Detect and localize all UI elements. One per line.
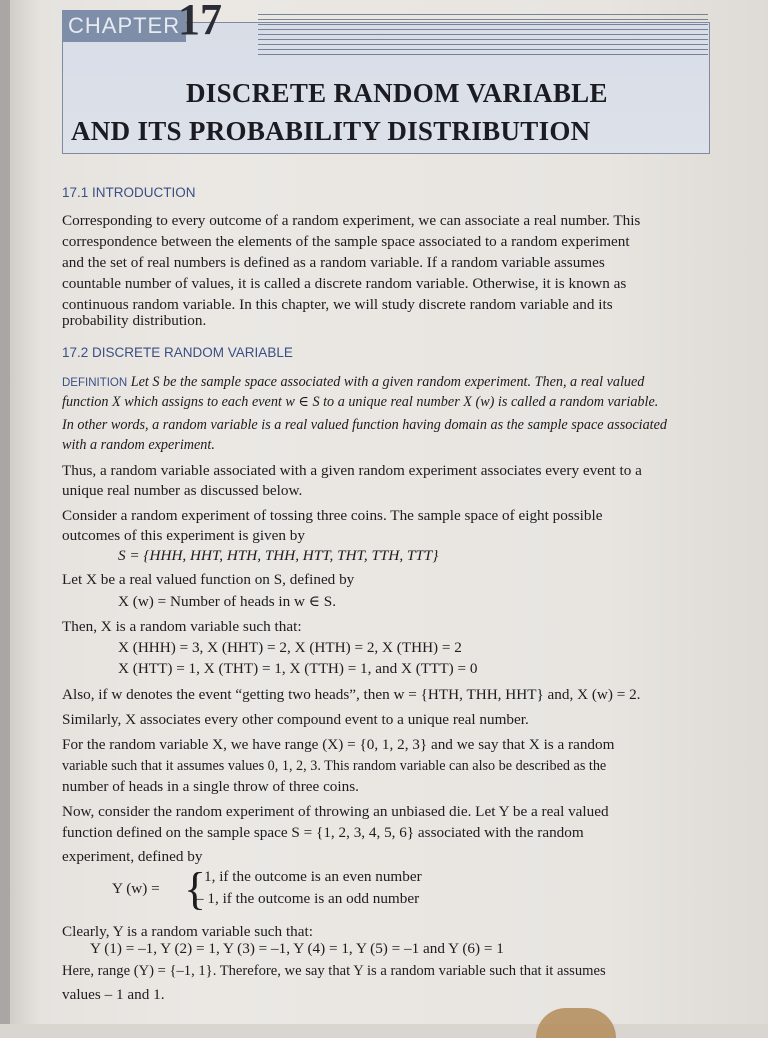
body-line: Similarly, X associates every other compound event to a unique real number. bbox=[62, 711, 529, 728]
book-gutter bbox=[0, 0, 10, 1024]
definition-label: DEFINITION bbox=[62, 377, 128, 389]
definition-equation: X (w) = Number of heads in w ∈ S. bbox=[118, 593, 337, 610]
piecewise-case: – 1, if the outcome is an odd number bbox=[196, 890, 420, 907]
body-line: Now, consider the random experiment of throwing an unbiased die. Let Y be a real valued bbox=[62, 803, 609, 820]
values-equation: X (HTT) = 1, X (THT) = 1, X (TTH) = 1, and X (TTT) = 0 bbox=[118, 660, 478, 677]
body-line: number of heads in a single throw of three coins. bbox=[62, 778, 359, 795]
body-line: Consider a random experiment of tossing three coins. The sample space of eight possible bbox=[62, 507, 603, 524]
section-title: INTRODUCTION bbox=[92, 185, 196, 200]
sample-space-equation: S = {HHH, HHT, HTH, THH, HTT, THT, TTH, TTT} bbox=[118, 547, 439, 564]
header-ruled-lines bbox=[258, 14, 708, 56]
intro-line: continuous random variable. In this chapter, we will study discrete random variable and its bbox=[62, 296, 613, 313]
section-number: 17.1 bbox=[62, 185, 89, 200]
body-line: Let X be a real valued function on S, defined by bbox=[62, 571, 355, 588]
intro-line: correspondence between the elements of the sample space associated to a random experiment bbox=[62, 233, 630, 250]
thumb-shadow bbox=[536, 1008, 616, 1038]
body-line: Then, X is a random variable such that: bbox=[62, 618, 302, 635]
intro-line: countable number of values, it is called a discrete random variable. Otherwise, it is known as bbox=[62, 275, 627, 292]
definition-line bbox=[62, 373, 644, 392]
values-equation: Y (1) = –1, Y (2) = 1, Y (3) = –1, Y (4) = 1, Y (5) = –1 and Y (6) = 1 bbox=[90, 940, 504, 957]
body-line: unique real number as discussed below. bbox=[62, 482, 303, 499]
body-line: Also, if w denotes the event “getting two heads”, then w = {HTH, THH, HHT} and, X (w) = 2. bbox=[62, 686, 641, 703]
chapter-title-line2: AND ITS PROBABILITY DISTRIBUTION bbox=[71, 116, 591, 146]
section-number: 17.2 bbox=[62, 345, 89, 360]
definition-line: with a random experiment. bbox=[62, 437, 215, 453]
definition-text: Let S be the sample space associated with a given random experiment. Then, a real valued bbox=[130, 374, 645, 390]
intro-line: and the set of real numbers is defined as a random variable. If a random variable assumes bbox=[62, 254, 605, 271]
body-line: variable such that it assumes values 0, 1, 2, 3. This random variable can also be described as the bbox=[62, 758, 607, 774]
body-line: experiment, defined by bbox=[62, 848, 203, 865]
body-line: For the random variable X, we have range (X) = {0, 1, 2, 3} and we say that X is a random bbox=[62, 736, 615, 753]
intro-line: probability distribution. bbox=[62, 312, 207, 329]
body-line: Here, range (Y) = {–1, 1}. Therefore, we say that Y is a random variable such that it assumes bbox=[62, 963, 606, 979]
section-heading-intro bbox=[62, 185, 196, 200]
body-line: Clearly, Y is a random variable such that: bbox=[62, 923, 313, 940]
chapter-title-line1: DISCRETE RANDOM VARIABLE bbox=[186, 78, 608, 108]
definition-line: In other words, a random variable is a real valued function having domain as the sample space associated bbox=[62, 417, 668, 433]
piecewise-lhs: Y (w) = bbox=[112, 880, 160, 897]
chapter-number: 17 bbox=[178, 0, 222, 44]
piecewise-brace: { bbox=[184, 863, 207, 914]
body-line: outcomes of this experiment is given by bbox=[62, 527, 305, 544]
values-equation: X (HHH) = 3, X (HHT) = 2, X (HTH) = 2, X (THH) = 2 bbox=[118, 639, 462, 656]
piecewise-case: 1, if the outcome is an even number bbox=[204, 868, 422, 885]
section-title: DISCRETE RANDOM VARIABLE bbox=[92, 345, 293, 360]
body-line: Thus, a random variable associated with a given random experiment associates every event to a bbox=[62, 462, 642, 479]
body-line: values – 1 and 1. bbox=[62, 986, 165, 1003]
intro-line: Corresponding to every outcome of a random experiment, we can associate a real number. This bbox=[62, 212, 641, 229]
chapter-label: CHAPTER bbox=[62, 10, 186, 42]
body-line: function defined on the sample space S = {1, 2, 3, 4, 5, 6} associated with the random bbox=[62, 824, 584, 841]
section-heading-discrete bbox=[62, 345, 293, 360]
definition-line: function X which assigns to each event w ∈ S to a unique real number X (w) is called a random variable. bbox=[62, 394, 659, 410]
